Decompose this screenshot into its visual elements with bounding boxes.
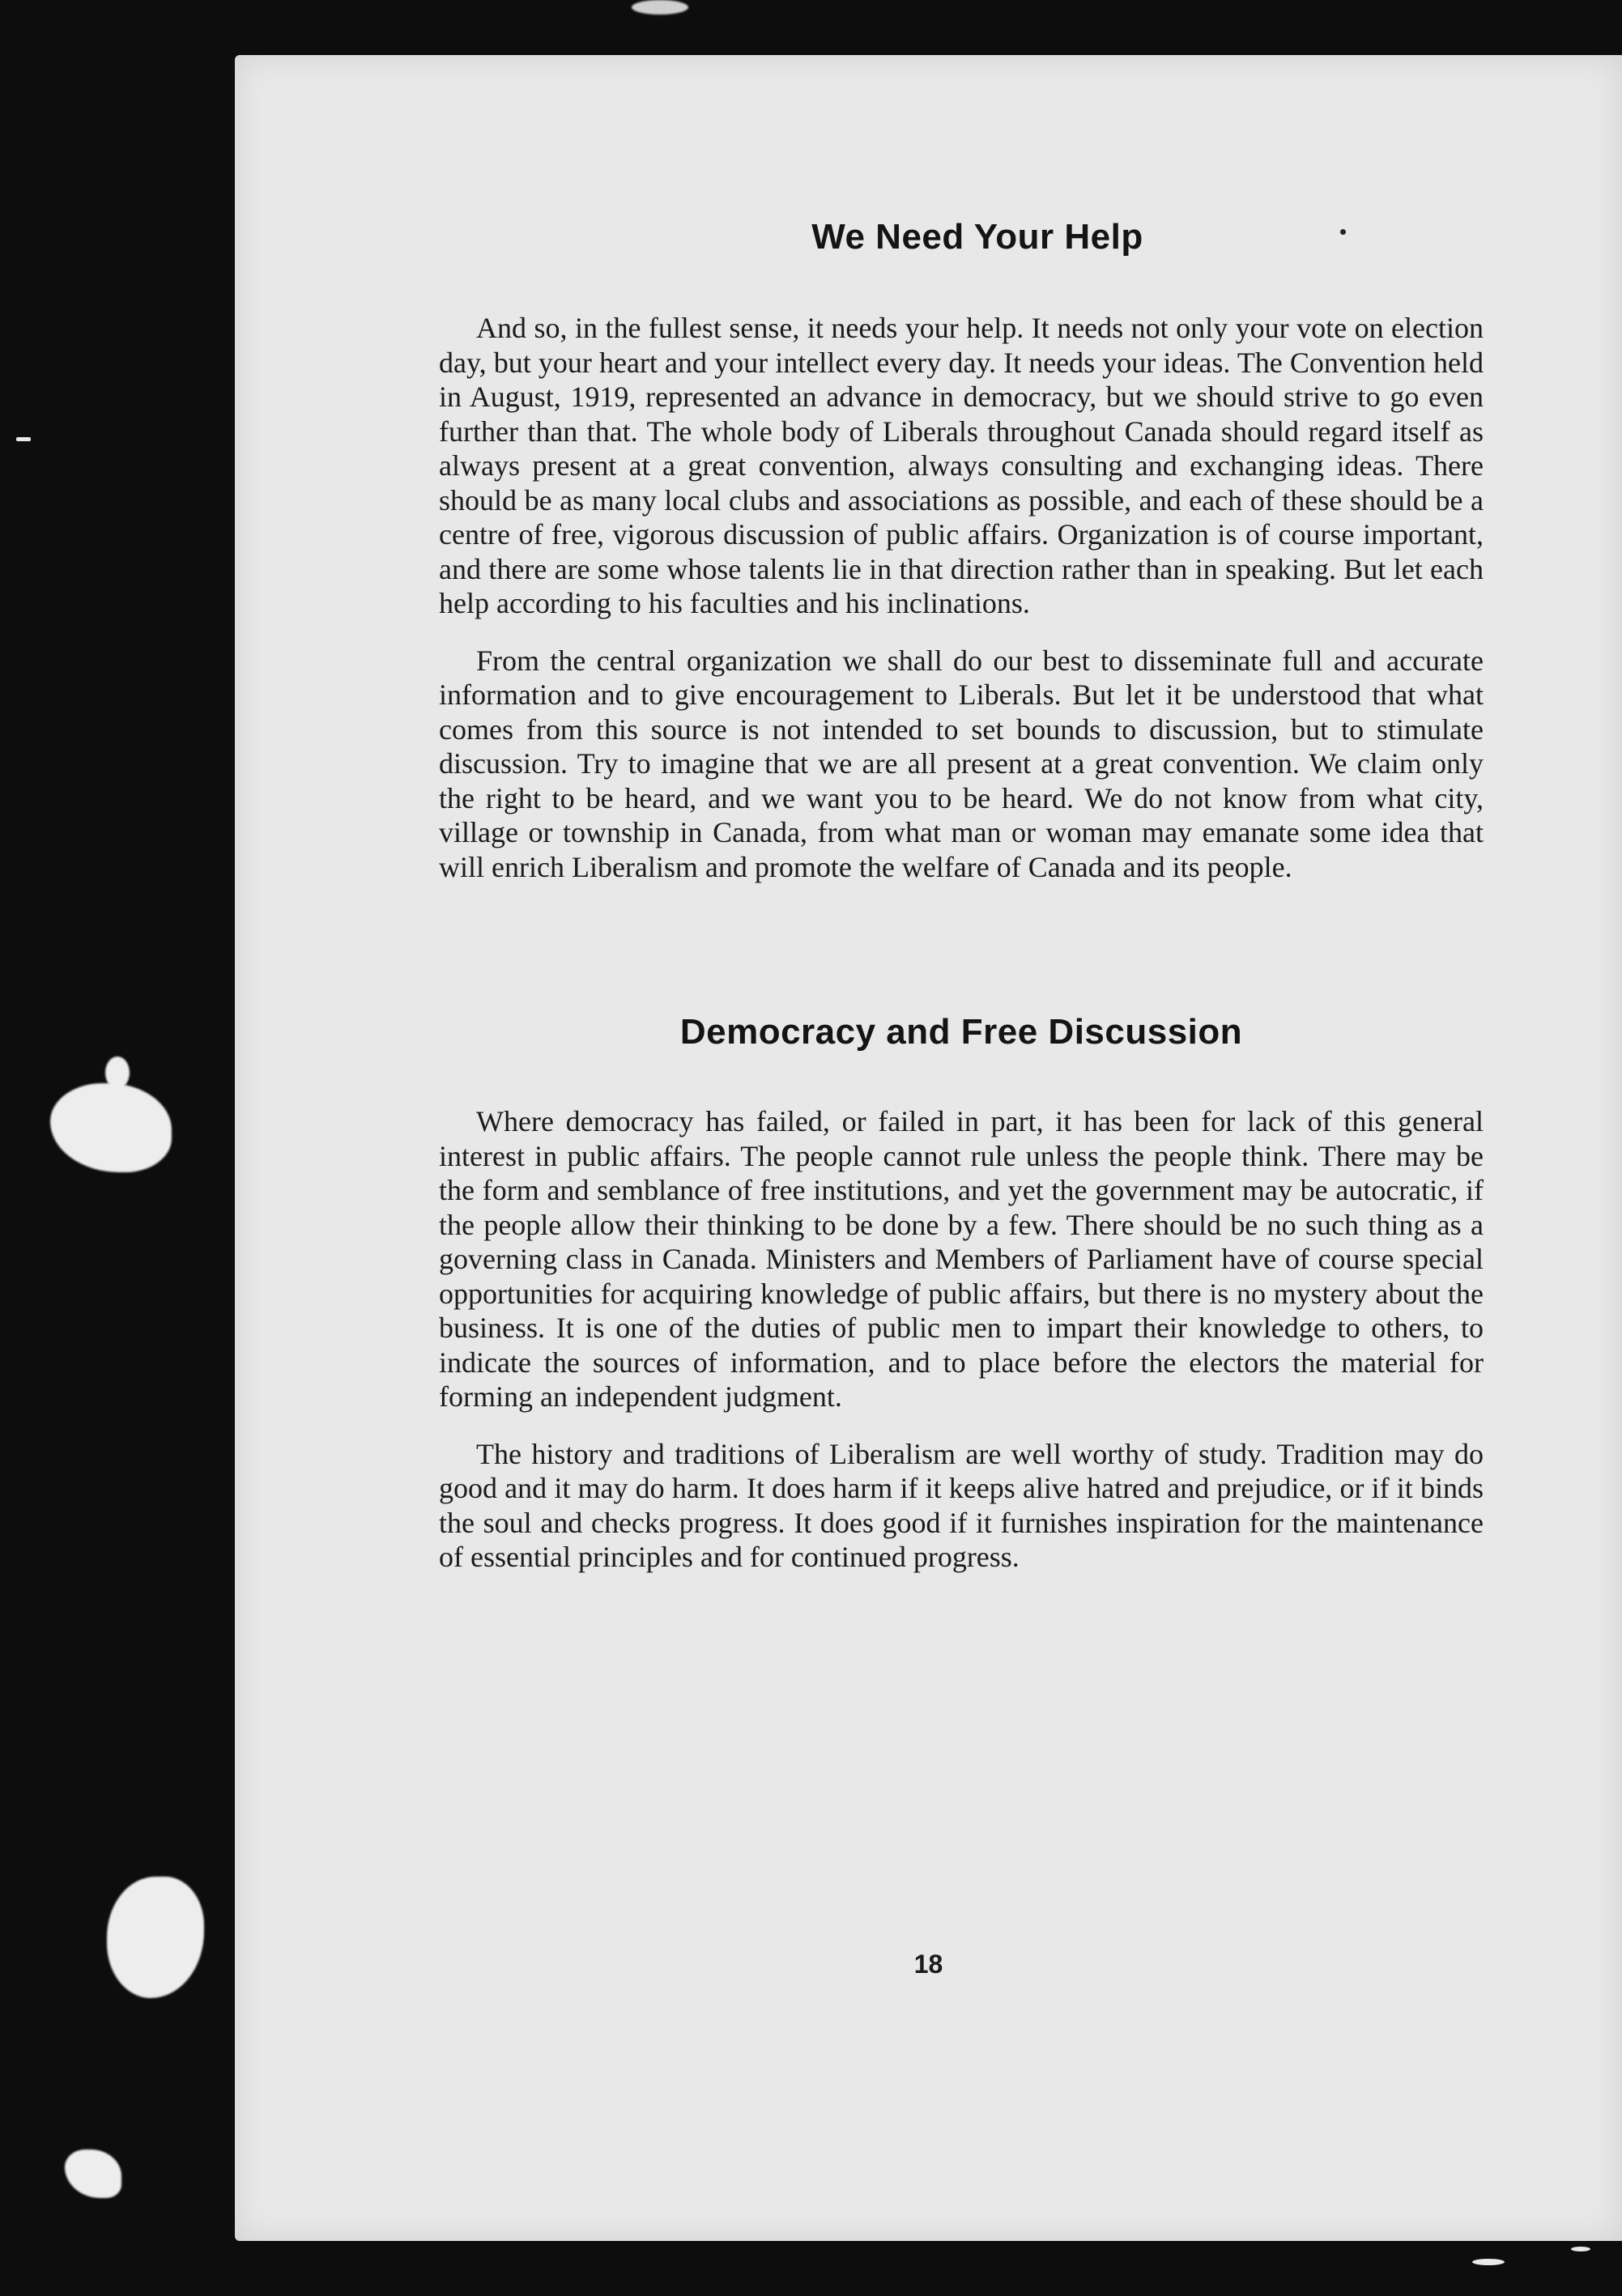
paragraph: Where democracy has failed, or failed in part, it has been for lack of this general interest in public affairs. The people cannot rule unless the people think. There may be the form and semblance of free institutions, and yet the government may be autocratic, if the people allow their thinking to be done by a few. There should be no such thing as a governing class in Canada. Ministers and Members of Parliament have of course special opportunities for acquiring knowledge of public affairs, but there is no mystery about the business. It is one of the duties of public men to impart their knowledge to others, to indicate the sources of information, and to place before the electors the material for forming an independent judgment. <box>439 1105 1484 1413</box>
section-heading-democracy: Democracy and Free Discussion <box>679 1012 1243 1052</box>
scan-speck <box>16 437 31 441</box>
scan-blot <box>105 1057 130 1089</box>
paragraph: The history and traditions of Liberalism are well worthy of study. Tradition may do good and it may do harm. It does harm if it keeps alive hatred and prejudice, or if it binds the soul and checks progress. It does good if it furnishes inspiration for the maintenance of essential principles and for continued progress. <box>439 1437 1484 1573</box>
section-heading-help: We Need Your Help <box>811 217 1143 257</box>
scan-blot <box>632 0 688 15</box>
scan-blot <box>50 1083 172 1172</box>
scan-blot <box>65 2149 121 2198</box>
page-number: 18 <box>913 1949 943 1979</box>
scan-blot <box>107 1877 204 1998</box>
document-page <box>235 55 1622 2241</box>
scan-speck <box>1472 2259 1505 2265</box>
page-content <box>439 217 1484 1575</box>
scan-speck <box>1571 2247 1590 2251</box>
paragraph: From the central organization we shall do our best to disseminate full and accurate information and to give encouragement to Liberals. But let it be understood that what comes from this source is not intended to set bounds to discussion, but to stimulate discussion. Try to imagine that we are all present at a great convention. We claim only the right to be heard, and we want you to be heard. We do not know from what city, village or township in Canada, from what man or woman may emanate some idea that will enrich Liberalism and promote the welfare of Canada and its people. <box>439 644 1484 883</box>
paragraph: And so, in the fullest sense, it needs your help. It needs not only your vote on election day, but your heart and your intellect every day. It needs your ideas. The Convention held in August, 1919, represented an advance in democracy, but we should strive to go even further than that. The whole body of Liberals throughout Canada should regard itself as always present at a great convention, always consulting and exchanging ideas. There should be as many local clubs and associations as possible, and each of these should be a centre of free, vigorous discussion of public affairs. Organization is of course important, and there are some whose talents lie in that direction rather than in speaking. But let each help according to his faculties and his inclinations. <box>439 312 1484 619</box>
